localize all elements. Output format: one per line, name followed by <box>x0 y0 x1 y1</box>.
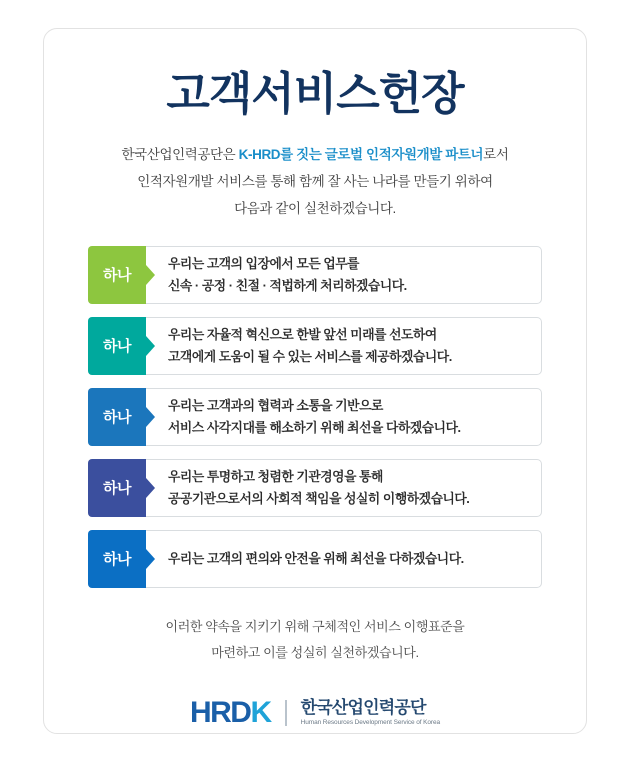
pledge-tag <box>88 459 146 517</box>
pledge-line-1: 우리는 고객의 편의와 안전을 위해 최선을 다하겠습니다. <box>168 550 464 566</box>
charter-card <box>43 28 587 734</box>
pledge-item <box>88 388 542 446</box>
pledge-line-2: 서비스 사각지대를 해소하기 위해 최선을 다하겠습니다. <box>168 419 461 435</box>
pledge-body <box>146 388 542 446</box>
pledge-tag <box>88 530 146 588</box>
pledge-item <box>88 530 542 588</box>
logo-letter-k: K <box>250 695 271 729</box>
closing-line-2: 마련하고 이를 성실히 실천하겠습니다. <box>211 644 419 660</box>
pledge-tag-label: 하나 <box>103 480 131 497</box>
pledge-item <box>88 246 542 304</box>
logo-text-block <box>301 699 440 727</box>
closing-line-1: 이러한 약속을 지키기 위해 구체적인 서비스 이행표준을 <box>165 618 465 634</box>
closing-paragraph <box>105 614 525 666</box>
pledge-line-1: 우리는 고객과의 협력과 소통을 기반으로 <box>168 398 383 414</box>
intro-line-1-after: 로서 <box>483 146 509 162</box>
pledge-item <box>88 459 542 517</box>
logo-letter-d: D <box>230 695 251 729</box>
logo-name-ko: 한국산업인력공단 <box>300 697 426 717</box>
intro-line-1 <box>100 141 530 168</box>
pledge-list <box>88 246 542 588</box>
pledge-line-1: 우리는 투명하고 청렴한 기관경영을 통해 <box>168 469 383 485</box>
pledge-tag-label: 하나 <box>103 551 131 568</box>
pledge-body <box>146 459 542 517</box>
intro-highlight: K-HRD를 짓는 글로벌 인적자원개발 파트너 <box>238 146 484 162</box>
pledge-line-2: 고객에게 도움이 될 수 있는 서비스를 제공하겠습니다. <box>168 348 452 364</box>
hrdk-wordmark-icon <box>190 696 271 730</box>
logo-name-en: Human Resources Development Service of Korea <box>300 719 441 727</box>
pledge-body <box>146 246 542 304</box>
pledge-tag <box>88 388 146 446</box>
logo-letter-r: R <box>210 695 231 729</box>
pledge-tag <box>88 317 146 375</box>
logo-letter-h: H <box>189 695 211 729</box>
logo-divider <box>285 700 287 726</box>
pledge-item <box>88 317 542 375</box>
pledge-line-1: 우리는 자율적 혁신으로 한발 앞선 미래를 선도하여 <box>168 327 437 343</box>
pledge-body <box>146 530 542 588</box>
organization-logo <box>88 696 542 730</box>
intro-line-1-before: 한국산업인력공단은 <box>121 146 239 162</box>
page-title: 고객서비스헌장 <box>166 68 464 119</box>
pledge-tag <box>88 246 146 304</box>
pledge-tag-label: 하나 <box>103 338 131 355</box>
intro-line-2: 인적자원개발 서비스를 통해 함께 잘 사는 나라를 만들기 위하여 <box>137 173 493 189</box>
pledge-line-1: 우리는 고객의 입장에서 모든 업무를 <box>168 256 360 272</box>
pledge-line-2: 신속 · 공정 · 친절 · 적법하게 처리하겠습니다. <box>168 277 407 293</box>
pledge-tag-label: 하나 <box>103 409 131 426</box>
intro-line-3: 다음과 같이 실천하겠습니다. <box>234 200 396 216</box>
pledge-body <box>146 317 542 375</box>
pledge-tag-label: 하나 <box>103 267 131 284</box>
pledge-line-2: 공공기관으로서의 사회적 책임을 성실히 이행하겠습니다. <box>168 490 470 506</box>
intro-paragraph <box>100 141 530 222</box>
